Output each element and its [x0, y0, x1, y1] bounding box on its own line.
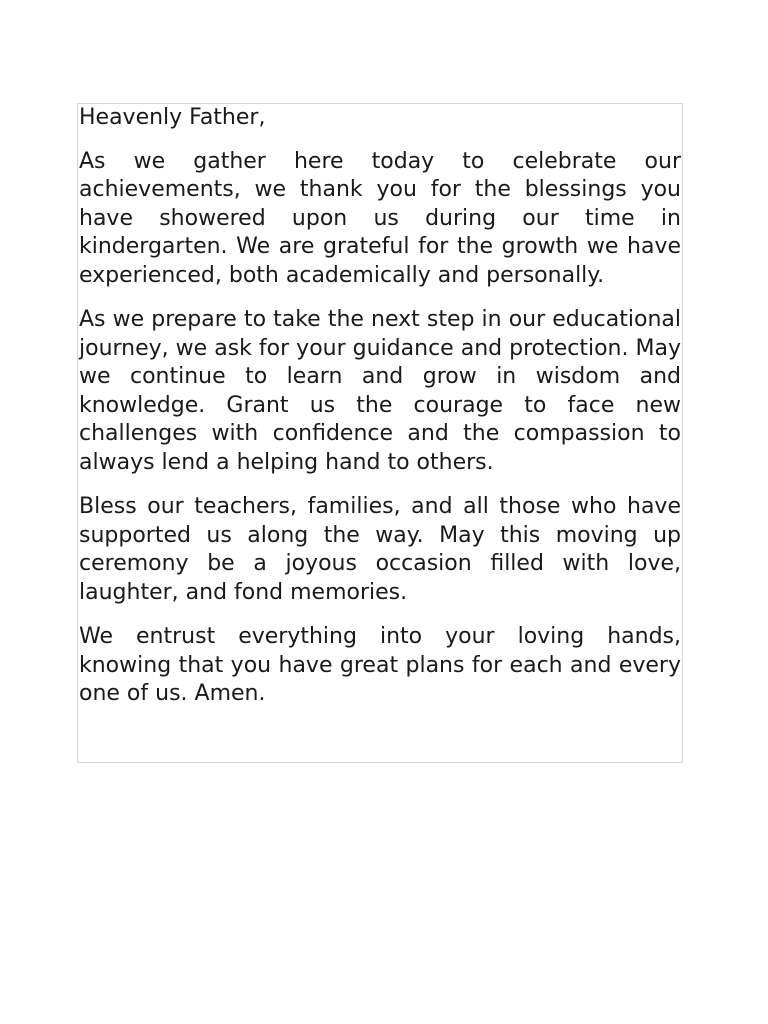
prayer-greeting: Heavenly Father,	[79, 105, 266, 130]
prayer-paragraph-2: As we prepare to take the next step in our educational journey, we ask for your guidance and protection. May we continue to learn and grow in wisdom and knowledge. Grant us the courage to face new challenges with confidence and the compassion to always lend a helping hand to others.	[79, 307, 681, 475]
prayer-paragraph-4: We entrust everything into your loving hands, knowing that you have great plans for each and every one of us. Amen.	[79, 624, 681, 706]
prayer-paragraph-3: Bless our teachers, families, and all those who have supported us along the way. May this moving up ceremony be a joyous occasion filled with love, laughter, and fond memories.	[79, 494, 681, 605]
prayer-text-box	[77, 103, 683, 763]
prayer-paragraph-1: As we gather here today to celebrate our achievements, we thank you for the blessings you have showered upon us during our time in kindergarten. We are grateful for the growth we have experienced, both academically and personally.	[79, 148, 681, 288]
